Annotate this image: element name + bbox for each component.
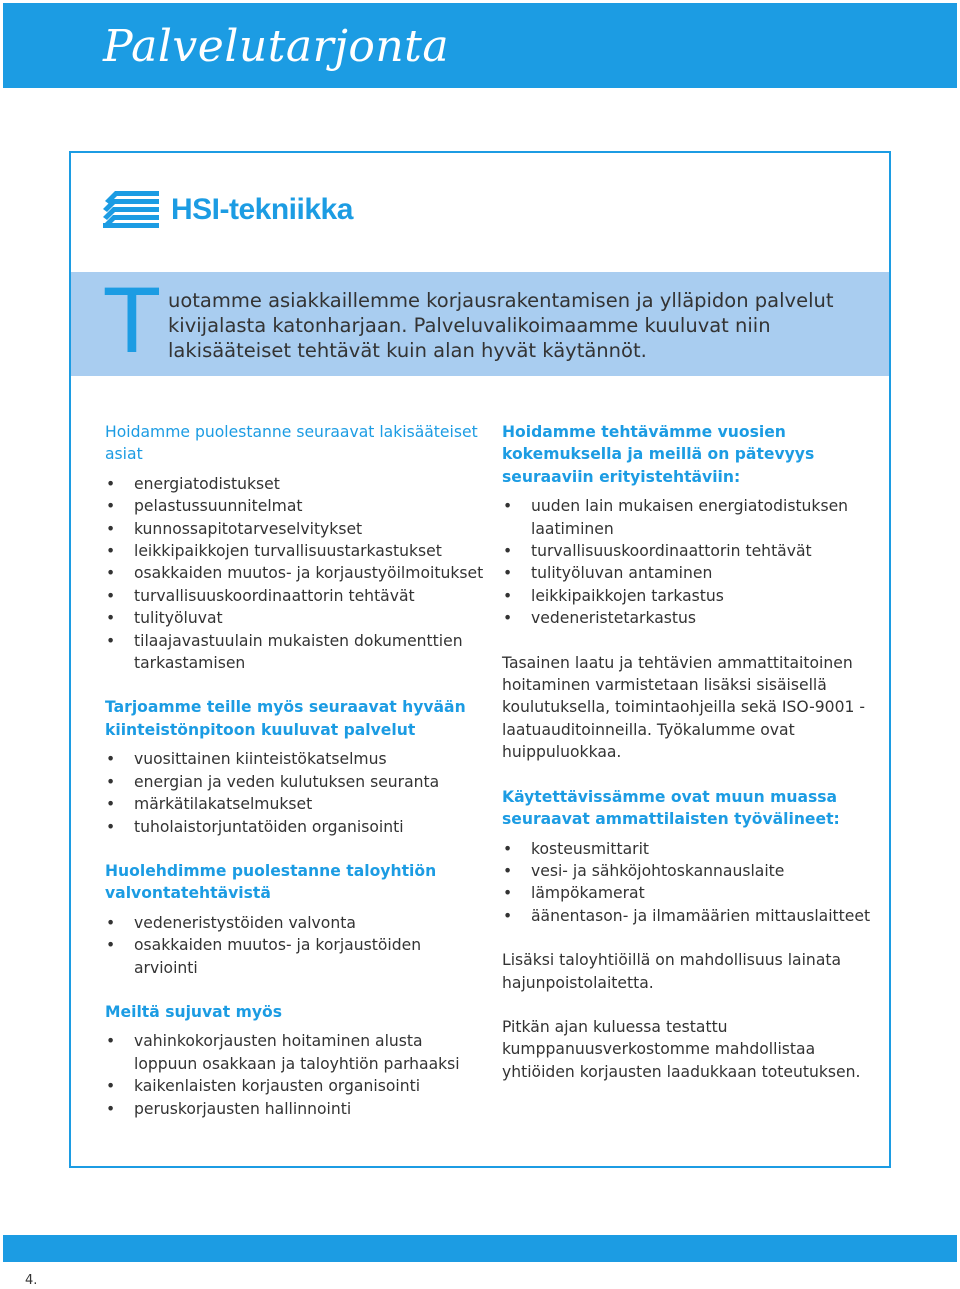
quality-paragraph: Tasainen laatu ja tehtävien ammattitaitoinen hoitaminen varmistetaan lisäksi sisäisellä koulutuksella, toimintaohjeilla sekä ISO-9001 -laatuauditoinneilla. Työkalumme ovat huippuluokkaa. xyxy=(502,653,866,762)
bullet-icon: • xyxy=(106,1099,116,1118)
section-heading: Huolehdimme puolestanne taloyhtiön valvontatehtävistä xyxy=(105,861,437,903)
list-item: • vesi- ja sähköjohtoskannauslaite xyxy=(502,860,877,882)
list-item: • osakkaiden muutos- ja korjaustyöilmoitukset xyxy=(105,562,485,584)
left-column xyxy=(105,421,485,1120)
page-title: Palvelutarjonta xyxy=(103,21,450,72)
footer-band xyxy=(3,1235,957,1262)
list-item: • kunnossapitotarveselvitykset xyxy=(105,518,485,540)
section-heading: Hoidamme tehtävämme vuosien kokemuksella ja meillä on pätevyys seuraaviin erityistehtäviin: xyxy=(502,423,815,486)
bullet-icon: • xyxy=(106,586,116,605)
tools-list xyxy=(502,838,877,928)
list-item: • märkätilakatselmukset xyxy=(105,793,485,815)
list-item: • leikkipaikkojen tarkastus xyxy=(502,585,877,607)
bullet-icon: • xyxy=(503,586,513,605)
maintenance-list xyxy=(105,748,485,838)
bullet-icon: • xyxy=(503,542,513,561)
section-heading: Meiltä sujuvat myös xyxy=(105,1002,282,1021)
section-heading: Käytettävissämme ovat muun muassa seuraavat ammattilaisten työvälineet: xyxy=(502,787,840,829)
intro-dropcap: T xyxy=(105,270,159,373)
intro-text: uotamme asiakkaillemme korjausrakentamisen ja ylläpidon palvelut kivijalasta katonharjaan. Palveluvalikoimaamme kuuluvat niin lakisääteiset tehtävät kuin alan hyvät käytännöt. xyxy=(168,289,834,362)
bullet-icon: • xyxy=(106,795,116,814)
lending-paragraph: Lisäksi taloyhtiöillä on mahdollisuus lainata hajunpoistolaitetta. xyxy=(502,951,842,992)
list-item: • kosteusmittarit xyxy=(502,838,877,860)
bullet-icon: • xyxy=(106,936,116,955)
bullet-icon: • xyxy=(503,839,513,858)
list-item: • vedeneristystöiden valvonta xyxy=(105,912,485,934)
list-item: • vedeneristetarkastus xyxy=(502,607,877,629)
hsi-logo xyxy=(101,187,441,237)
other-services-list xyxy=(105,1030,485,1120)
bullet-icon: • xyxy=(106,542,116,561)
bullet-icon: • xyxy=(503,497,513,516)
bullet-icon: • xyxy=(503,564,513,583)
bullet-icon: • xyxy=(503,906,513,925)
list-item: • vuosittainen kiinteistökatselmus xyxy=(105,748,485,770)
bullet-icon: • xyxy=(106,1032,116,1051)
bullet-icon: • xyxy=(503,861,513,880)
list-item: • tilaajavastuulain mukaisten dokumenttien tarkastamisen xyxy=(106,631,463,673)
bullet-icon: • xyxy=(106,772,116,791)
list-item: • uuden lain mukaisen energiatodistuksen laatiminen xyxy=(503,497,849,538)
list-item: • turvallisuuskoordinaattorin tehtävät xyxy=(502,540,877,562)
building-stripes-icon xyxy=(101,187,163,233)
bullet-icon: • xyxy=(106,913,116,932)
bullet-icon: • xyxy=(503,609,513,628)
bullet-icon: • xyxy=(106,497,116,516)
logo-text: HSI-tekniikka xyxy=(171,193,353,226)
list-item: • kaikenlaisten korjausten organisointi xyxy=(105,1075,485,1097)
statutory-list xyxy=(105,473,485,675)
section-heading: Hoidamme puolestanne seuraavat lakisääteiset asiat xyxy=(105,423,478,464)
page-number: 4. xyxy=(25,1273,38,1288)
list-item: • tuholaistorjuntatöiden organisointi xyxy=(105,816,485,838)
list-item: • peruskorjausten hallinnointi xyxy=(105,1098,485,1120)
list-item: • energiatodistukset xyxy=(105,473,485,495)
bullet-icon: • xyxy=(106,564,116,583)
partner-paragraph: Pitkän ajan kuluessa testattu kumppanuusverkostomme mahdollistaa yhtiöiden korjausten laadukkaan toteutuksen. xyxy=(502,1017,861,1081)
bullet-icon: • xyxy=(106,609,116,628)
list-item: • lämpökamerat xyxy=(502,882,877,904)
list-item: • energian ja veden kulutuksen seuranta xyxy=(105,771,485,793)
section-heading: Tarjoamme teille myös seuraavat hyvään kiinteistönpitoon kuuluvat palvelut xyxy=(105,698,466,739)
intro-band xyxy=(71,272,889,376)
bullet-icon: • xyxy=(106,474,116,493)
list-item: • turvallisuuskoordinaattorin tehtävät xyxy=(105,585,485,607)
bullet-icon: • xyxy=(106,1077,116,1096)
list-item: • osakkaiden muutos- ja korjaustöiden arviointi xyxy=(106,936,422,977)
list-item: • äänentason- ja ilmamäärien mittauslaitteet xyxy=(502,905,877,927)
supervision-list xyxy=(105,912,485,979)
list-item: • vahinkokorjausten hoitaminen alusta loppuun osakkaan ja taloyhtiön parhaaksi xyxy=(106,1032,460,1073)
list-item: • leikkipaikkojen turvallisuustarkastukset xyxy=(105,540,485,562)
bullet-icon: • xyxy=(106,519,116,538)
bullet-icon: • xyxy=(106,750,116,769)
bullet-icon: • xyxy=(106,631,116,650)
bullet-icon: • xyxy=(503,884,513,903)
header-band xyxy=(3,3,957,88)
bullet-icon: • xyxy=(106,817,116,836)
special-tasks-list xyxy=(502,495,877,629)
list-item: • tulityöluvat xyxy=(105,607,485,629)
list-item: • pelastussuunnitelmat xyxy=(105,495,485,517)
list-item: • tulityöluvan antaminen xyxy=(502,562,877,584)
service-card xyxy=(69,151,891,1168)
right-column xyxy=(502,421,877,1083)
